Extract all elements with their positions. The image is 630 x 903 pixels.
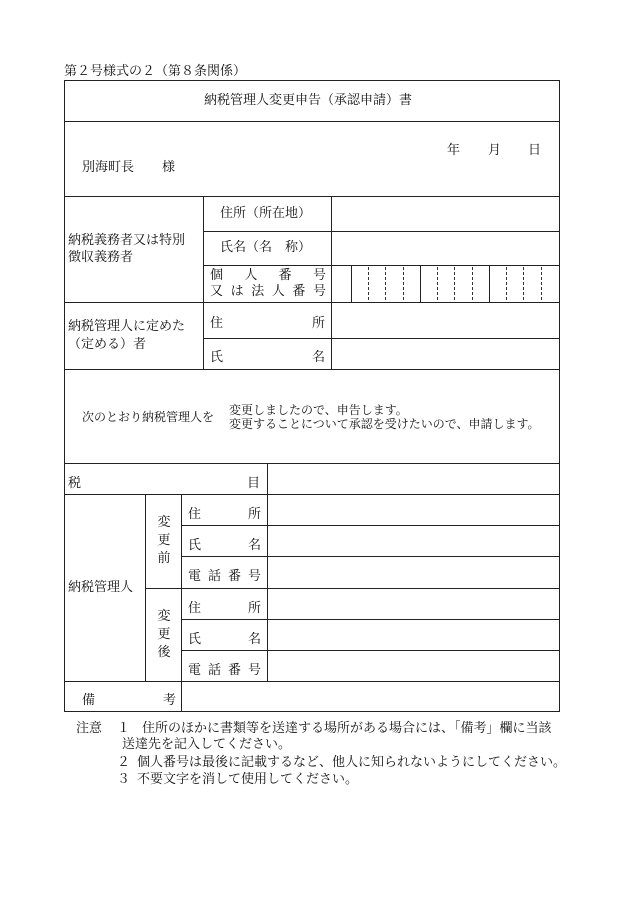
statement-option-report[interactable]: 変更しましたので、申告します。 [229,403,408,417]
tax-item-field[interactable] [268,464,559,494]
date-month-label: 月 [488,143,502,158]
label-char: 変 [157,515,171,530]
taxpayer-address-field[interactable] [332,197,559,231]
notes-heading: 注意 [76,721,103,736]
table-border-bottom [64,711,560,712]
personal-number-label [210,268,326,283]
label-char: 所 [311,316,325,331]
addressee-name: 別海町長 [82,160,135,175]
before-address-label [188,503,261,522]
label-char: 住 [188,507,202,522]
label-char: 更 [157,627,171,642]
label-char: 住 [188,601,202,616]
label-char: 個 [210,268,224,283]
label-char: 人 [271,284,285,299]
before-change-label [156,514,172,568]
table-border-top [64,80,560,81]
row-divider [64,121,560,122]
note-3-number: ３ [117,772,131,787]
label-char: 氏 [188,538,202,553]
label-char: 番 [227,569,241,584]
personal-number-field[interactable] [352,266,559,302]
label-char: 前 [157,551,171,566]
row-divider [64,369,560,370]
note-2-text: 個人番号は最後に記載するなど、他人に知られないようにしてください。 [137,755,567,770]
after-phone-label [188,659,261,678]
form-title: 納税管理人変更申告（承認申請）書 [204,93,413,108]
after-name-label [188,628,261,647]
after-address-field[interactable] [268,589,559,619]
label-char: 税 [68,476,82,491]
label-char: 話 [207,663,221,678]
note-3-text: 不要文字を消して使用してください。 [137,772,359,787]
addressee-honorific: 様 [162,160,176,175]
before-name-field[interactable] [268,526,559,556]
note-1-line1: 住所のほかに書類等を送達する場所がある場合には、「備考」欄に当該 [142,721,552,736]
corporate-number-label [210,284,326,299]
label-char: 後 [157,645,171,660]
manager-change-label: 納税管理人 [68,580,134,595]
label-char: 目 [246,476,260,491]
after-change-label [156,608,172,662]
label-char: 変 [157,609,171,624]
label-char: 住 [210,316,224,331]
col-divider [181,494,182,711]
label-char: 名 [247,632,261,647]
label-char: 更 [157,533,171,548]
label-char: 号 [247,569,261,584]
taxpayer-name-field[interactable] [332,232,559,265]
before-address-field[interactable] [268,495,559,525]
designated-address-label [210,312,325,331]
designated-manager-label-line1: 納税管理人に定めた [68,319,186,334]
label-char: 氏 [210,350,224,365]
col-divider [203,302,204,369]
before-phone-field[interactable] [268,557,559,588]
tax-item-label [68,472,260,491]
label-char: は [230,284,244,299]
before-phone-label [188,565,261,584]
taxpayer-label-line1: 納税義務者又は特別 [68,233,186,248]
form-number-label: 第２号様式の２（第８条関係） [64,64,247,79]
before-name-label [188,534,261,553]
label-char: 番 [292,284,306,299]
label-char: 電 [188,663,202,678]
date-day-label: 日 [528,143,542,158]
label-char: 氏 [188,632,202,647]
after-phone-field[interactable] [268,651,559,681]
col-divider [203,196,204,302]
after-name-field[interactable] [268,620,559,650]
note-1-line2: 送達先を記入してください。 [122,737,292,752]
statement-prefix: 次のとおり納税管理人を [82,410,215,424]
after-address-label [188,597,261,616]
designated-name-label [210,346,325,365]
label-char: 電 [188,569,202,584]
label-char: 号 [312,284,326,299]
label-char: 号 [312,268,326,283]
remarks-field[interactable] [182,682,559,711]
label-char: 法 [251,284,265,299]
table-border-left [64,80,65,712]
note-1-number: １ [117,721,131,736]
remarks-label [82,689,176,708]
designated-address-field[interactable] [332,303,559,338]
taxpayer-address-label: 住所（所在地） [220,206,312,221]
designated-manager-label-line2: （定める）者 [68,337,147,352]
label-char: 番 [278,268,292,283]
label-char: 所 [247,601,261,616]
table-border-right [559,80,560,712]
label-char: 備 [82,693,96,708]
label-char: 番 [227,663,241,678]
statement-option-application[interactable]: 変更することについて承認を受けたいので、申請します。 [229,417,540,431]
label-char: 又 [210,284,224,299]
label-char: 話 [207,569,221,584]
label-char: 考 [162,693,176,708]
label-char: 名 [247,538,261,553]
label-char: 所 [247,507,261,522]
label-char: 人 [244,268,258,283]
label-char: 名 [311,350,325,365]
taxpayer-name-label: 氏名（名 称） [220,240,312,255]
designated-name-field[interactable] [332,339,559,369]
label-char: 号 [247,663,261,678]
taxpayer-label-line2: 徴収義務者 [68,250,134,265]
note-2-number: ２ [117,755,131,770]
date-year-label: 年 [447,143,461,158]
